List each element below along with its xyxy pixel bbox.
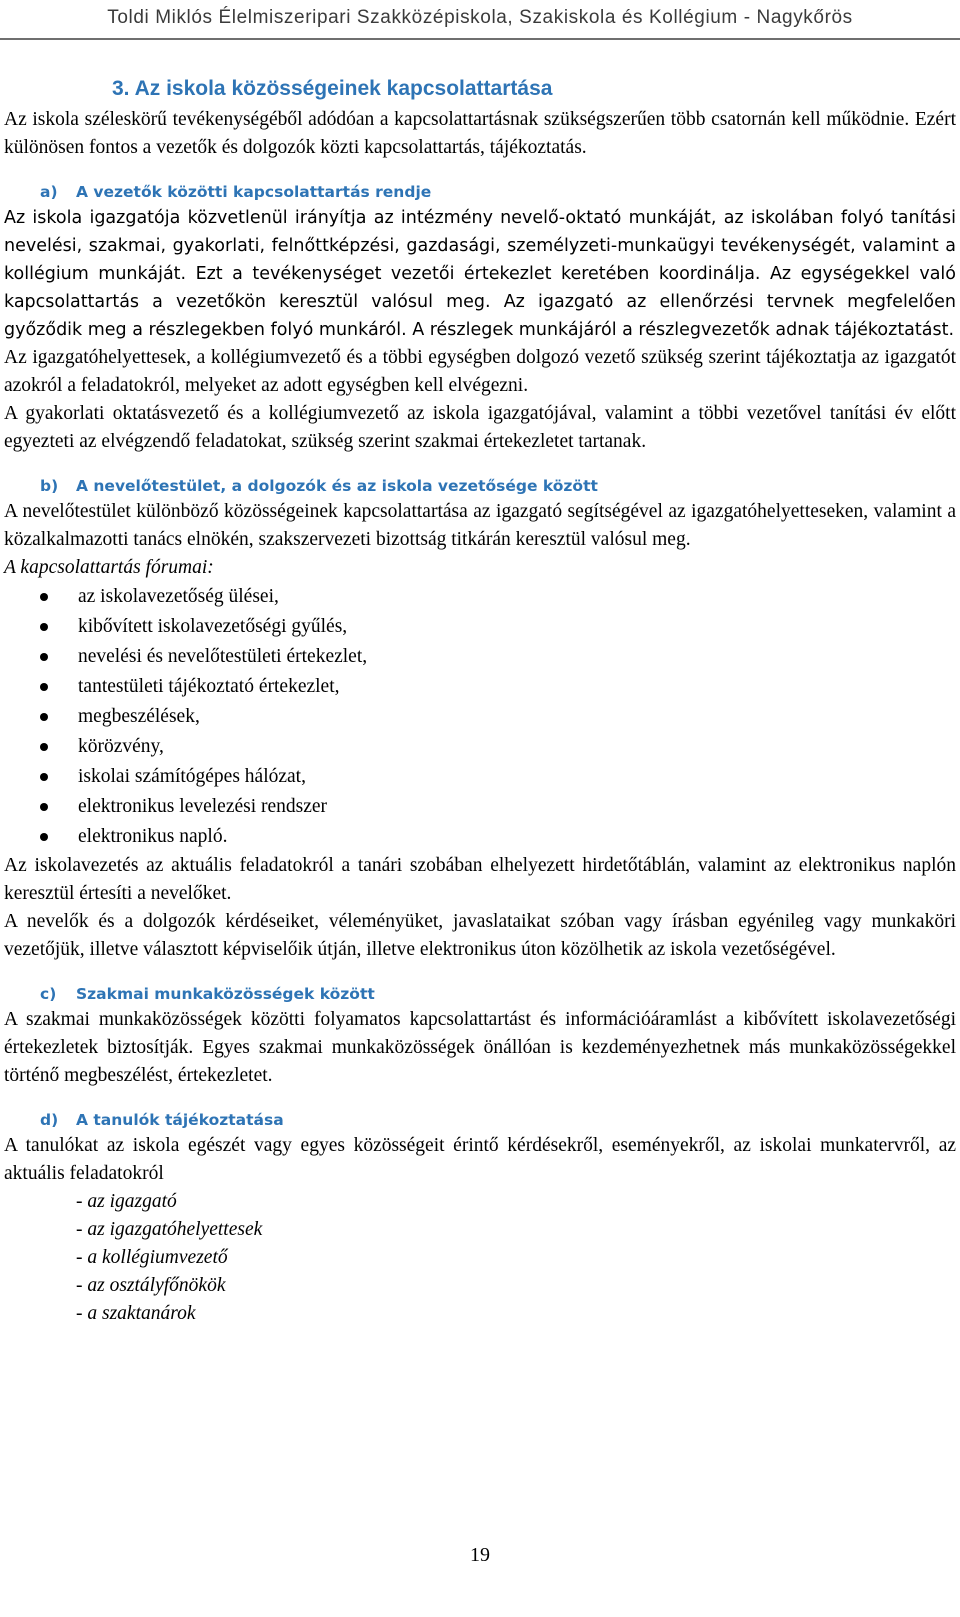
bullet-icon [40,683,48,691]
section-intro: Az iskola széleskörű tevékenységéből adódóan a kapcsolattartásnak szükségszerűen több csatornán kell működnie. Ezért különösen fontos a vezetők és dolgozók közti kapcsolattartás, tájékoztatás. [4,109,956,158]
subsection-b-title: A nevelőtestület, a dolgozók és az iskola vezetősége között [76,477,598,495]
list-item: - az igazgatóhelyettesek [76,1219,263,1240]
page-header: Toldi Miklós Élelmiszeripari Szakközépiskola, Szakiskola és Kollégium - Nagykőrös [0,4,960,40]
list-item: az iskolavezetőség ülései, [4,582,956,612]
bullet-icon [40,593,48,601]
subsection-c-para1: A szakmai munkaközösségek közötti folyamatos kapcsolattartást és információáramlást a kibővített iskolavezetőségi értekezletek biztosítják. Egyes szakmai munkaközösségek önállóan is kezdeményezhetnek más munkaközösségekkel történő megbeszélést, értekezletet. [4,1009,956,1086]
subsection-c-label: c) [40,985,57,1003]
subsection-b-para1: A nevelőtestület különböző közösségeinek kapcsolattartása az igazgató segítségével az igazgatóhelyetteseken, valamint a közalkalmazotti tanács elnökén, szakszervezeti bizottság titkárán keresztül valósul meg. [4,501,956,550]
informants-list [4,1188,956,1328]
subsection-b-para2: Az iskolavezetés az aktuális feladatokról a tanári szobában elhelyezett hirdetőtáblán, valamint az elektronikus naplón keresztül értesíti a nevelőket. [4,855,956,904]
list-item: elektronikus levelezési rendszer [4,792,956,822]
bullet-icon [40,743,48,751]
subsection-a-para3: A gyakorlati oktatásvezető és a kollégiumvezető az iskola igazgatójával, valamint a többi vezetővel tanítási év előtt egyezteti az elvégzendő feladatokat, szükség szerint szakmai értekezletet tartanak. [4,403,956,452]
page-number: 19 [470,1544,490,1566]
list-item: nevelési és nevelőtestületi értekezlet, [4,642,956,672]
list-item: - a szaktanárok [76,1303,196,1324]
document-body [4,74,956,1328]
subsection-d-para1: A tanulókat az iskola egészét vagy egyes közösségeit érintő kérdésekről, eseményekről, az iskolai munkatervről, az aktuális feladatokról [4,1135,956,1184]
list-item: - az igazgató [76,1191,177,1212]
list-item: elektronikus napló. [4,822,956,852]
subsection-c-title: Szakmai munkaközösségek között [76,985,375,1003]
subsection-b-label: b) [40,477,59,495]
bullet-icon [40,803,48,811]
bullet-icon [40,653,48,661]
subsection-a-heading [4,180,956,204]
list-item: körözvény, [4,732,956,762]
subsection-a-para1-wrap [4,204,956,344]
list-item: kibővített iskolavezetőségi gyűlés, [4,612,956,642]
list-item: - a kollégiumvezető [76,1247,228,1268]
bullet-icon [40,773,48,781]
subsection-d-label: d) [40,1111,59,1129]
bullet-icon [40,713,48,721]
subsection-c-heading [4,982,956,1006]
subsection-a-para1: Az iskola igazgatója közvetlenül irányítja az intézmény nevelő-oktató munkáját, az iskolában folyó tanítási nevelési, szakmai, gyakorlati, felnőttképzési, gazdasági, személyzeti-munkaügyi tevékenységét, valamint a kollégium munkáját. Ezt a tevékenységet vezetői értekezlet keretében koordinálja. Az egységekkel való kapcsolattartás a vezetőkön keresztül valósul meg. Az igazgató az ellenőrzési tervnek megfelelően győződik meg a részlegekben folyó munkáról. A részlegek munkájáról a részlegvezetők adnak tájékoztatást. [4,208,956,340]
subsection-b-heading [4,474,956,498]
section-heading: 3. Az iskola közösségeinek kapcsolattartása [112,77,553,100]
subsection-a-title: A vezetők közötti kapcsolattartás rendje [76,183,432,201]
forums-title: A kapcsolattartás fórumai: [4,557,214,578]
list-item: megbeszélések, [4,702,956,732]
list-item: iskolai számítógépes hálózat, [4,762,956,792]
subsection-a-label: a) [40,183,58,201]
subsection-a-para2: Az igazgatóhelyettesek, a kollégiumvezető és a többi egységben dolgozó vezető szükség szerint tájékoztatja az igazgatót azokról a feladatokról, melyeket az adott egységben kell elvégezni. [4,347,956,396]
forums-list [4,582,956,852]
bullet-icon [40,623,48,631]
subsection-d-title: A tanulók tájékoztatása [76,1111,284,1129]
bullet-icon [40,833,48,841]
list-item: - az osztályfőnökök [76,1275,226,1296]
subsection-d-heading [4,1108,956,1132]
subsection-b-para3: A nevelők és a dolgozók kérdéseiket, véleményüket, javaslataikat szóban vagy írásban egyénileg vagy munkaköri vezetőjük, illetve választott képviselőik útján, illetve elektronikus úton közölhetik az iskola vezetőségével. [4,911,956,960]
list-item: tantestületi tájékoztató értekezlet, [4,672,956,702]
